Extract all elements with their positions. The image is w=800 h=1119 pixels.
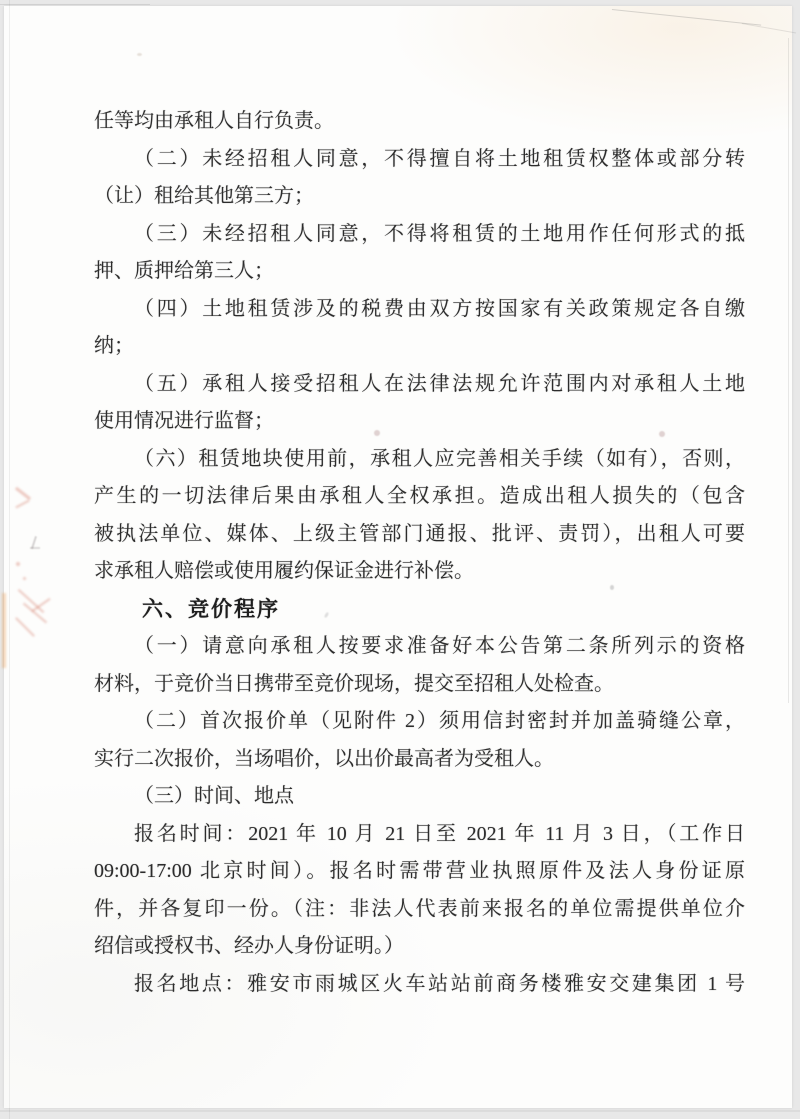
text-line: 被执法单位、媒体、上级主管部门通报、批评、责罚），出租人可要 bbox=[94, 522, 745, 545]
text-line: 求承租人赔偿或使用履约保证金进行补偿。 bbox=[94, 560, 474, 582]
text-line: 绍信或授权书、经办人身份证明。） bbox=[94, 935, 404, 957]
text-line: （二）首次报价单（见附件 2）须用信封密封并加盖骑缝公章， bbox=[134, 710, 745, 732]
text-line: （二）未经招租人同意，不得擅自将土地租赁权整体或部分转 bbox=[134, 147, 745, 170]
text-line: 报名时间：2021 年 10 月 21 日至 2021 年 11 月 3 日，（工作日 bbox=[134, 822, 745, 845]
text-line: 押、质押给第三人； bbox=[94, 260, 274, 282]
text-line: （一）请意向承租人按要求准备好本公告第二条所列示的资格 bbox=[134, 635, 745, 657]
text-line: 使用情况进行监督； bbox=[94, 410, 274, 432]
document-page bbox=[4, 6, 792, 1108]
text-line: 纳； bbox=[94, 335, 134, 357]
text-line: （五）承租人接受招租人在法律法规允许范围内对承租人土地 bbox=[134, 372, 745, 395]
text-line: 任等均由承租人自行负责。 bbox=[94, 110, 334, 132]
text-line: （三）未经招租人同意，不得将租赁的土地用作任何形式的抵 bbox=[134, 222, 745, 245]
section-heading: 六、竞价程序 bbox=[142, 597, 280, 621]
text-line: 产生的一切法律后果由承租人全权承担。造成出租人损失的（包含 bbox=[94, 485, 745, 507]
text-line: （让）租给其他第三方； bbox=[94, 185, 314, 207]
text-line: 材料，于竞价当日携带至竞价现场，提交至招租人处检查。 bbox=[94, 672, 614, 695]
text-line: 件，并各复印一份。（注：非法人代表前来报名的单位需提供单位介 bbox=[94, 897, 745, 920]
text-line: （三）时间、地点 bbox=[134, 785, 294, 807]
scan-edge-top-line bbox=[0, 4, 150, 5]
document-text-block bbox=[94, 103, 745, 1003]
text-line: （四）土地租赁涉及的税费由双方按国家有关政策规定各自缴 bbox=[134, 297, 745, 320]
text-line: （六）租赁地块使用前，承租人应完善相关手续（如有），否则， bbox=[134, 447, 745, 470]
scan-edge-bottom-line bbox=[0, 1110, 800, 1112]
text-line: 报名地点：雅安市雨城区火车站站前商务楼雅安交建集团 1 号 bbox=[134, 972, 745, 995]
text-line: 09:00-17:00 北京时间）。报名时需带营业执照原件及法人身份证原 bbox=[94, 860, 745, 882]
text-line: 实行二次报价，当场唱价，以出价最高者为受租人。 bbox=[94, 747, 554, 770]
